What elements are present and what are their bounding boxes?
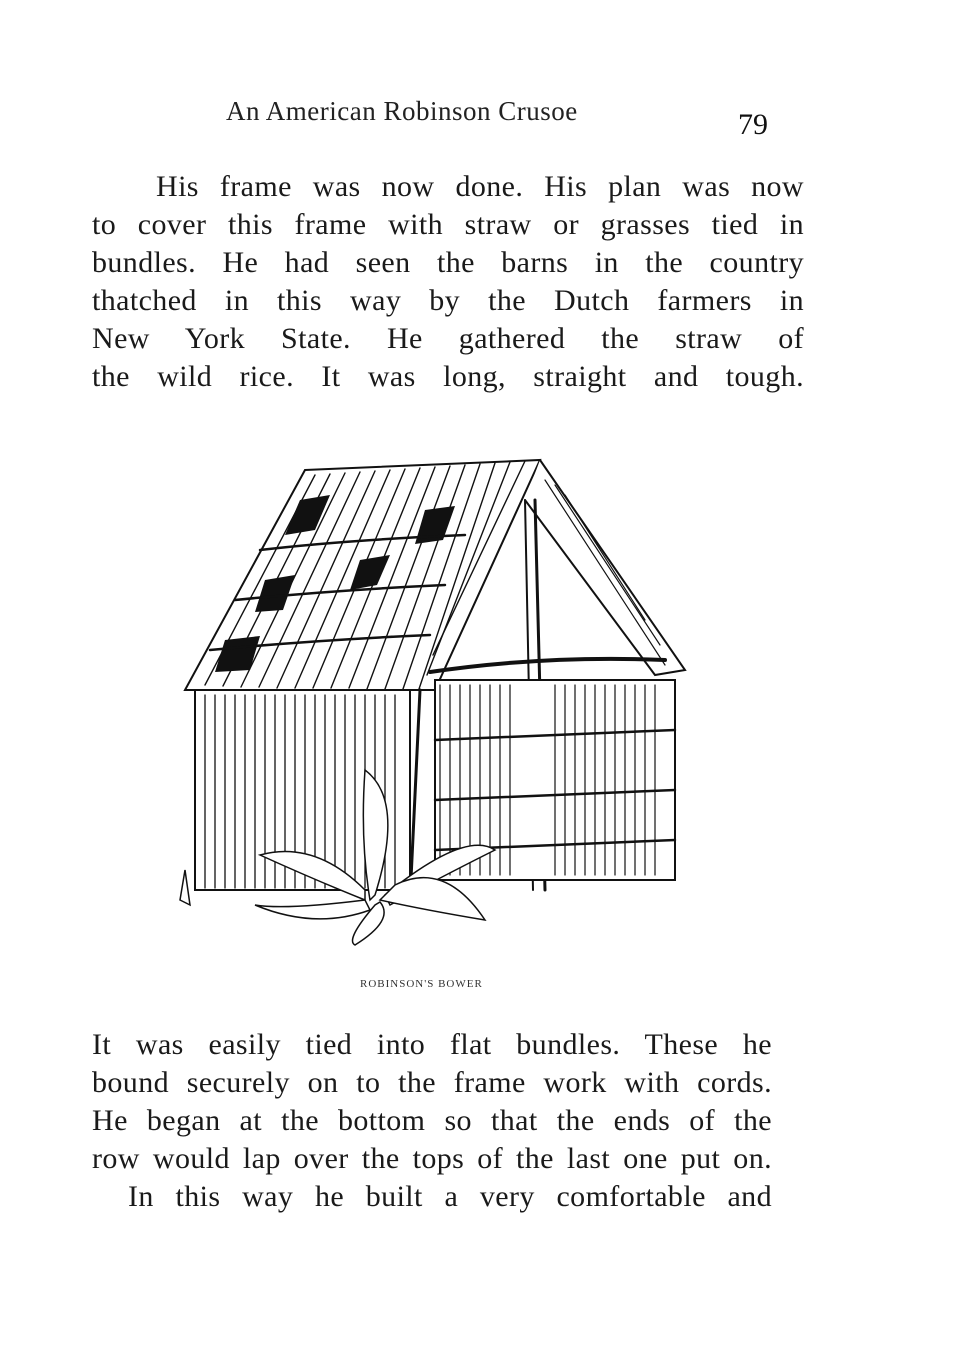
paragraph-1-line: bundles. He had seen the barns in the country bbox=[92, 246, 804, 279]
paragraph-3 bbox=[92, 1178, 772, 1216]
paragraph-2-line: He began at the bottom so that the ends of the bbox=[92, 1104, 772, 1137]
paragraph-1-line: to cover this frame with straw or grasses tied in bbox=[92, 208, 804, 241]
paragraph-1-line: thatched in this way by the Dutch farmers in bbox=[92, 284, 804, 317]
paragraph-1-line: New York State. He gathered the straw of bbox=[92, 322, 804, 355]
paragraph-2-line: row would lap over the tops of the last one put on. bbox=[92, 1142, 772, 1175]
paragraph-3-line: In this way he built a very comfortable and bbox=[128, 1180, 772, 1213]
paragraph-2-line: It was easily tied into flat bundles. These he bbox=[92, 1028, 772, 1061]
paragraph-1-line: His frame was now done. His plan was now bbox=[156, 170, 804, 203]
thatched-hut-drawing bbox=[165, 440, 705, 960]
paragraph-2-line: bound securely on to the frame work with cords. bbox=[92, 1066, 772, 1099]
paragraph-2 bbox=[92, 1026, 772, 1178]
paragraph-1-line: the wild rice. It was long, straight and tough. bbox=[92, 360, 804, 393]
paragraph-1 bbox=[92, 168, 804, 396]
page-number: 79 bbox=[738, 108, 768, 141]
figure-caption: ROBINSON'S BOWER bbox=[360, 978, 483, 990]
running-head: An American Robinson Crusoe bbox=[226, 96, 578, 126]
hut-illustration bbox=[165, 440, 705, 960]
